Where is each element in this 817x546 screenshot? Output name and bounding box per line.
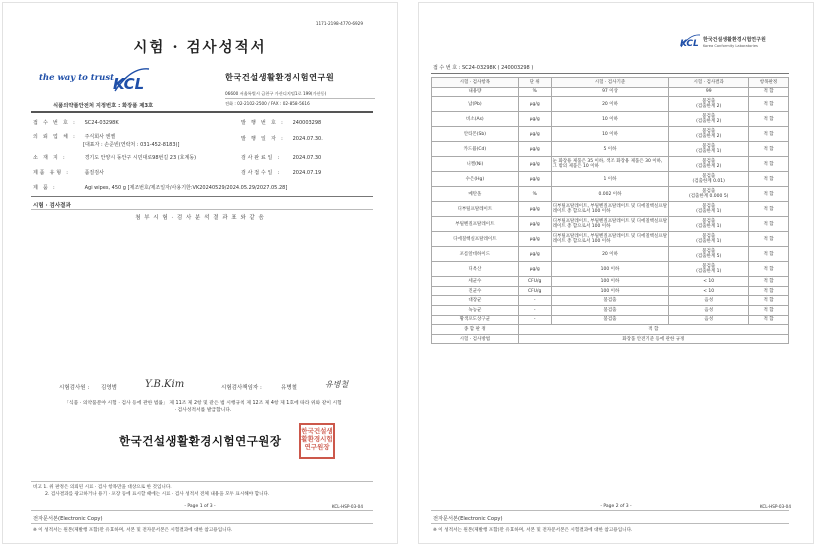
- method-label: 시험 · 검사방법: [432, 334, 519, 344]
- field-row-client: 의 뢰 업 체 : 주식회사 엔젤: [33, 134, 116, 140]
- standard-cell: 10 이하: [551, 112, 669, 127]
- overall-value: 적 합: [518, 325, 788, 335]
- unit-cell: μg/g: [518, 172, 551, 187]
- divider: [31, 481, 373, 482]
- item-cell: 세균수: [432, 277, 519, 287]
- report-title: 시험 · 검사성적서: [133, 39, 267, 56]
- standard-cell: 5 이하: [551, 142, 669, 157]
- result-cell: 불검출 (검출한계 2): [669, 157, 749, 172]
- unit-cell: μg/g: [518, 97, 551, 112]
- page-number: - Page 2 of 3 -: [600, 504, 632, 509]
- result-cell: 불검출 (검출한계 1): [669, 232, 749, 247]
- table-row: [432, 97, 789, 112]
- electronic-copy-note: ※ 이 성적서는 원본(제발행 포함)만 유효하며, 서본 및 전자문서본은 시험결과에 대한 참고용입니다.: [33, 528, 233, 533]
- field-row-type: 제품 유형 : 품질검사: [33, 170, 104, 176]
- item-cell: 디부틸프탈레이트: [432, 202, 519, 217]
- kcl-logo-text: KCL: [680, 39, 699, 49]
- item-cell: 디옥산: [432, 262, 519, 277]
- unit-cell: μg/g: [518, 202, 551, 217]
- org-name: 한국건설생활환경시험연구원: [225, 72, 335, 82]
- issuing-org: 한국건설생활환경시험연구원장: [119, 434, 282, 448]
- standard-cell: 100 이하: [551, 262, 669, 277]
- designation-number: 식품의약품안전처 지정번호 : 화장품 제3호: [53, 103, 154, 109]
- verdict-cell: 적 합: [749, 247, 789, 262]
- verdict-cell: 적 합: [749, 127, 789, 142]
- verdict-cell: 적 합: [749, 217, 789, 232]
- results-body: [432, 87, 789, 325]
- field-receipt-date: 검사접수일 : 2024.07.19: [241, 170, 322, 176]
- standard-cell: 10 이하: [551, 127, 669, 142]
- column-header: 항목판정: [749, 78, 789, 88]
- table-row: [432, 217, 789, 232]
- table-row: [432, 277, 789, 287]
- manager-name: 유병철: [281, 385, 297, 391]
- table-row: [432, 112, 789, 127]
- unit-cell: μg/g: [518, 127, 551, 142]
- report-page-2: [418, 2, 814, 544]
- overall-label: 종 합 판 정: [432, 325, 519, 335]
- divider: [225, 98, 375, 99]
- item-cell: 니켈(Ni): [432, 157, 519, 172]
- column-header: 시험 · 검사항목: [432, 78, 519, 88]
- result-cell: 불검출 (검출한계 5): [669, 247, 749, 262]
- receipt-number: 접 수 번 호 : SC24-03298K ( 240003298 ): [433, 65, 534, 71]
- verdict-cell: 적 합: [749, 172, 789, 187]
- table-row: [432, 296, 789, 306]
- table-row: [432, 172, 789, 187]
- method-row: [432, 334, 789, 344]
- document-code: 1171-2198-4770-6929: [315, 21, 363, 26]
- verdict-cell: 적 합: [749, 202, 789, 217]
- slogan-text: the way to trust: [39, 73, 115, 83]
- result-cell: 음성: [669, 315, 749, 325]
- result-cell: 불검출 (검출한계 2): [669, 97, 749, 112]
- divider: [431, 523, 789, 524]
- org-name: 한국건설생활환경시험연구원: [703, 37, 766, 43]
- unit-cell: μg/g: [518, 112, 551, 127]
- standard-cell: 불검출: [551, 305, 669, 315]
- result-cell: 불검출 (검출한계 2): [669, 127, 749, 142]
- table-row: [432, 157, 789, 172]
- verdict-cell: 적 합: [749, 87, 789, 97]
- table-row: [432, 142, 789, 157]
- divider: [31, 111, 373, 113]
- field-row-address: 소 재 지 : 경기도 안양시 동안구 시민대로98번길 23 (호계동): [33, 155, 197, 161]
- divider: [431, 73, 789, 74]
- table-header-row: [432, 78, 789, 88]
- item-cell: 부틸벤질프탈레이트: [432, 217, 519, 232]
- official-seal: 한국건설생활환경시험연구원장: [299, 423, 335, 459]
- divider: [431, 510, 789, 511]
- page-number: - Page 1 of 3 -: [184, 504, 216, 509]
- result-cell: 불검출 (검출한계 1): [669, 262, 749, 277]
- verdict-cell: 적 합: [749, 142, 789, 157]
- overall-row: [432, 325, 789, 335]
- unit-cell: -: [518, 315, 551, 325]
- unit-cell: -: [518, 305, 551, 315]
- item-cell: 녹농균: [432, 305, 519, 315]
- verdict-cell: 적 합: [749, 97, 789, 112]
- electronic-copy-label: 전자문서본(Electronic Copy): [433, 516, 503, 522]
- table-row: [432, 315, 789, 325]
- result-cell: 음성: [669, 305, 749, 315]
- divider: [31, 209, 373, 210]
- tester-signature: Y.B.Kim: [145, 379, 185, 390]
- field-issue-number: 발 행 번 호 : 240003298: [241, 120, 322, 126]
- item-cell: 디에칠헥실프탈레이트: [432, 232, 519, 247]
- result-cell: 불검출 (검출한계 1): [669, 142, 749, 157]
- manager-signature: 유병철: [325, 380, 349, 389]
- column-header: 시험 · 검사기준: [551, 78, 669, 88]
- divider: [31, 196, 373, 197]
- org-tel: 전화 : 02-2102-2500 / FAX : 02-858-5616: [225, 101, 310, 106]
- unit-cell: μg/g: [518, 217, 551, 232]
- remarks: 비고 1. 위 판정은 의뢰된 시료 · 검사 항목만을 대상으로 한 것입니다. 2. 검사결과를 광고하거나 용기 · 포장 등에 표시할 때에는 시료 · 검사 성적서 전체 내용을 모두 표시해야 합니다.: [33, 485, 270, 497]
- table-row: [432, 232, 789, 247]
- unit-cell: CFU/g: [518, 286, 551, 296]
- result-cell: 불검출 (검출한계 1): [669, 217, 749, 232]
- unit-cell: μg/g: [518, 262, 551, 277]
- divider: [31, 523, 373, 524]
- item-cell: 내용량: [432, 87, 519, 97]
- form-code: KCL-HSP-03-04: [331, 504, 363, 509]
- unit-cell: -: [518, 296, 551, 306]
- electronic-copy-note: ※ 이 성적서는 원본(제발행 포함)만 유효하며, 서본 및 전자문서본은 시험결과에 대한 참고용입니다.: [433, 528, 633, 533]
- kcl-logo-icon: [111, 65, 151, 95]
- unit-cell: μg/g: [518, 142, 551, 157]
- unit-cell: μg/g: [518, 157, 551, 172]
- manager-label: 시험검사책임자 :: [221, 385, 262, 391]
- result-cell: < 10: [669, 286, 749, 296]
- standard-cell: 디부틸프탈레이트, 부틸벤질프탈레이트 및 디에칠헥실프탈레이트 총 합으로서 100 이하: [551, 217, 669, 232]
- standard-cell: 불검출: [551, 296, 669, 306]
- result-cell: 불검출 (검출한계 0.000 5): [669, 187, 749, 202]
- item-cell: 진균수: [432, 286, 519, 296]
- table-row: [432, 87, 789, 97]
- field-issue-date: 발 행 일 자 : 2024.07.30.: [241, 136, 323, 142]
- method-value: 화장품 안전기준 등에 관한 규정: [518, 334, 788, 344]
- verdict-cell: 적 합: [749, 286, 789, 296]
- kcl-logo-icon: [679, 33, 701, 49]
- item-cell: 메탄올: [432, 187, 519, 202]
- standard-cell: 디부틸프탈레이트, 부틸벤질프탈레이트 및 디에칠헥실프탈레이트 총 합으로서 100 이하: [551, 232, 669, 247]
- report-page-1: [2, 2, 398, 544]
- result-cell: 불검출 (검출한계 1): [669, 202, 749, 217]
- item-cell: 황색포도상구균: [432, 315, 519, 325]
- electronic-copy-label: 전자문서본(Electronic Copy): [33, 516, 103, 522]
- result-cell: 99: [669, 87, 749, 97]
- unit-cell: %: [518, 87, 551, 97]
- field-row-product: 제 품 : Agi wipes, 450 g [제조번호/제조일자/사용기한:VK20240529/2024.05.29/2027.05.28]: [33, 185, 288, 191]
- column-header: 단 위: [518, 78, 551, 88]
- kcl-logo-text: KCL: [113, 75, 145, 93]
- standard-cell: 불검출: [551, 315, 669, 325]
- result-cell: < 10: [669, 277, 749, 287]
- results-table: [431, 77, 789, 344]
- standard-cell: 97 이상: [551, 87, 669, 97]
- field-representative: [대표자 : 손준빈(연락처 : 031-452-8183)]: [83, 142, 180, 148]
- field-row-receipt: 접 수 번 호 : SC24-03298K: [33, 120, 119, 126]
- table-row: [432, 202, 789, 217]
- verdict-cell: 적 합: [749, 305, 789, 315]
- verdict-cell: 적 합: [749, 262, 789, 277]
- field-complete-date: 검사완료일 : 2024.07.30: [241, 155, 322, 161]
- form-code: KCL-HSP-03-04: [759, 504, 791, 509]
- table-row: [432, 127, 789, 142]
- table-row: [432, 247, 789, 262]
- verdict-cell: 적 합: [749, 232, 789, 247]
- divider: [31, 510, 373, 511]
- standard-cell: 20 이하: [551, 247, 669, 262]
- verdict-cell: 적 합: [749, 296, 789, 306]
- table-row: [432, 187, 789, 202]
- org-address: 06600 서울특별시 금천구 가산디지털1로 199(가산동): [225, 91, 327, 96]
- verdict-cell: 적 합: [749, 157, 789, 172]
- standard-cell: 0.002 이하: [551, 187, 669, 202]
- unit-cell: μg/g: [518, 232, 551, 247]
- unit-cell: CFU/g: [518, 277, 551, 287]
- table-row: [432, 262, 789, 277]
- standard-cell: 20 이하: [551, 97, 669, 112]
- unit-cell: μg/g: [518, 247, 551, 262]
- standard-cell: 100 이하: [551, 277, 669, 287]
- org-name-en: Korea Conformity Laboratories: [703, 44, 758, 48]
- standard-cell: 100 이하: [551, 286, 669, 296]
- result-cell: 음성: [669, 296, 749, 306]
- standard-cell: 디부틸프탈레이트, 부틸벤질프탈레이트 및 디에칠헥실프탈레이트 총 합으로서 100 이하: [551, 202, 669, 217]
- attached-note: 첨 부 시 험 · 검 사 분 석 결 과 표 와 같 음: [135, 215, 265, 221]
- legal-basis: 「식품 · 의약품분야 시험 · 검사 등에 관한 법률」 제 11조 제 2항 및 같은 법 시행규칙 제 12조 제 4항 제 1호에 따라 위와 같이 시험 · 검사성적서를 발급합니다.: [64, 401, 342, 413]
- item-cell: 대장균: [432, 296, 519, 306]
- unit-cell: %: [518, 187, 551, 202]
- item-cell: 비소(As): [432, 112, 519, 127]
- item-cell: 납(Pb): [432, 97, 519, 112]
- tester-label: 시험검사원 :: [59, 385, 90, 391]
- verdict-cell: 적 합: [749, 277, 789, 287]
- standard-cell: 눈 화장용 제품은 35 이하, 색조 화장용 제품은 30 이하, 그 밖의 제품은 10 이하: [551, 157, 669, 172]
- verdict-cell: 적 합: [749, 187, 789, 202]
- item-cell: 안티몬(Sb): [432, 127, 519, 142]
- item-cell: 수은(Hg): [432, 172, 519, 187]
- table-row: [432, 286, 789, 296]
- verdict-cell: 적 합: [749, 112, 789, 127]
- item-cell: 포름알데하이드: [432, 247, 519, 262]
- item-cell: 카드뮴(Cd): [432, 142, 519, 157]
- verdict-cell: 적 합: [749, 315, 789, 325]
- result-cell: 불검출 (검출한계 2): [669, 112, 749, 127]
- column-header: 시험 · 검사결과: [669, 78, 749, 88]
- result-cell: 불검출 (검출한계 0.01): [669, 172, 749, 187]
- section-title: 시험 · 검사결과: [33, 203, 71, 209]
- table-row: [432, 305, 789, 315]
- tester-name: 김영범: [101, 385, 117, 391]
- standard-cell: 1 이하: [551, 172, 669, 187]
